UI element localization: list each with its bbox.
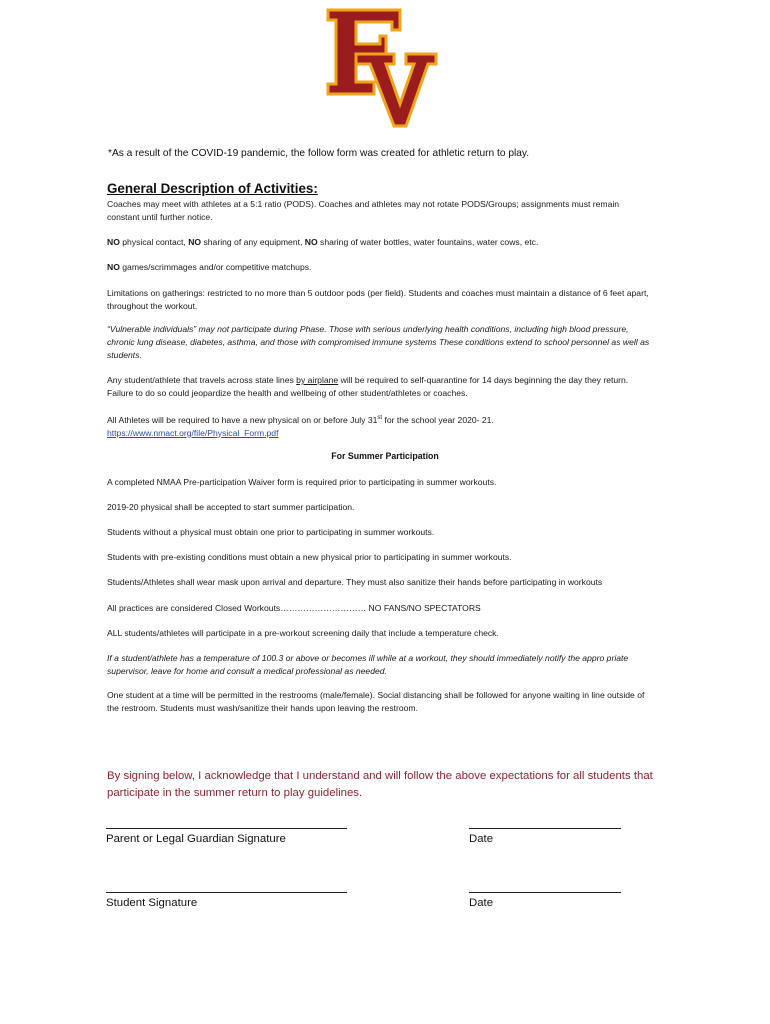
paragraph-vulnerable: “Vulnerable individuals” may not participate during Phase. Those with serious underlying health conditions, including high blood pressure, chronic lung disease, diabetes, asthma, and those with compromised immune systems These conditions extend to school personnel as well as students.	[107, 324, 650, 360]
section-heading-summer: For Summer Participation	[331, 451, 439, 461]
parent-date-line[interactable]	[469, 828, 621, 829]
paragraph-physical: All Athletes will be required to have a new physical on or before July 31st for the school year 2020- 21. https://www.nmact.org/file/Physical_Form.pdf	[107, 414, 494, 438]
paragraph-gatherings: Limitations on gatherings: restricted to no more than 5 outdoor pods (per field). Students and coaches must maintain a distance of 6 feet apart, throughout the workout.	[107, 288, 649, 311]
summer-item-restrooms: One student at a time will be permitted in the restrooms (male/female). Social distancing shall be followed for anyone waiting in line outside of the restroom. Students must wash/sanitize their hands upon leaving the restroom.	[107, 690, 645, 713]
intro-note: *As a result of the COVID-19 pandemic, the follow form was created for athletic return to play.	[108, 148, 530, 159]
summer-item-mask: Students/Athletes shall wear mask upon arrival and departure. They must also sanitize their hands before participating in workouts	[107, 577, 603, 587]
summer-item-preexisting: Students with pre-existing conditions must obtain a new physical prior to participating in summer workouts.	[107, 552, 512, 562]
paragraph-no-contact: NO physical contact, NO sharing of any equipment, NO sharing of water bottles, water fountains, water cows, etc.	[107, 237, 539, 247]
summer-item-waiver: A completed NMAA Pre-participation Waiver form is required prior to participating in summer workouts.	[107, 477, 497, 487]
section-heading-general: General Description of Activities:	[107, 181, 318, 196]
student-date-line[interactable]	[469, 892, 621, 893]
summer-item-no-physical: Students without a physical must obtain one prior to participating in summer workouts.	[107, 527, 435, 537]
summer-item-closed-workouts: All practices are considered Closed Workouts………………………… NO FANS/NO SPECTATORS	[107, 603, 481, 613]
parent-signature-line[interactable]	[106, 828, 347, 829]
acknowledgement-text: By signing below, I acknowledge that I understand and will follow the above expectations for all students that participate in the summer return to play guidelines.	[107, 770, 653, 799]
paragraph-pods: Coaches may meet with athletes at a 5:1 ratio (PODS). Coaches and athletes may not rotate PODS/Groups; assignments must remain constant until further notice.	[107, 199, 620, 222]
summer-item-2019-physical: 2019-20 physical shall be accepted to start summer participation.	[107, 502, 355, 512]
student-date-label: Date	[469, 897, 494, 909]
paragraph-no-games: NO games/scrimmages and/or competitive matchups.	[107, 262, 312, 272]
parent-signature-label: Parent or Legal Guardian Signature	[106, 833, 286, 845]
ev-logo	[322, 4, 442, 130]
summer-item-screening: ALL students/athletes will participate in a pre-workout screening daily that include a temperature check.	[107, 628, 499, 638]
paragraph-travel: Any student/athlete that travels across state lines by airplane will be required to self-quarantine for 14 days beginning the day they return. Failure to do so could jeopardize the health and wellbeing of other student/athletes or coaches.	[107, 375, 629, 398]
student-signature-label: Student Signature	[106, 897, 198, 909]
student-signature-line[interactable]	[106, 892, 347, 893]
summer-item-temperature: If a student/athlete has a temperature of 100.3 or above or becomes ill while at a workout, they should immediately notify the appro priate supervisor, leave for home and consult a medical professional as needed.	[107, 653, 629, 676]
parent-date-label: Date	[469, 833, 494, 845]
physical-form-link[interactable]: https://www.nmact.org/file/Physical_Form.pdf	[107, 427, 279, 438]
